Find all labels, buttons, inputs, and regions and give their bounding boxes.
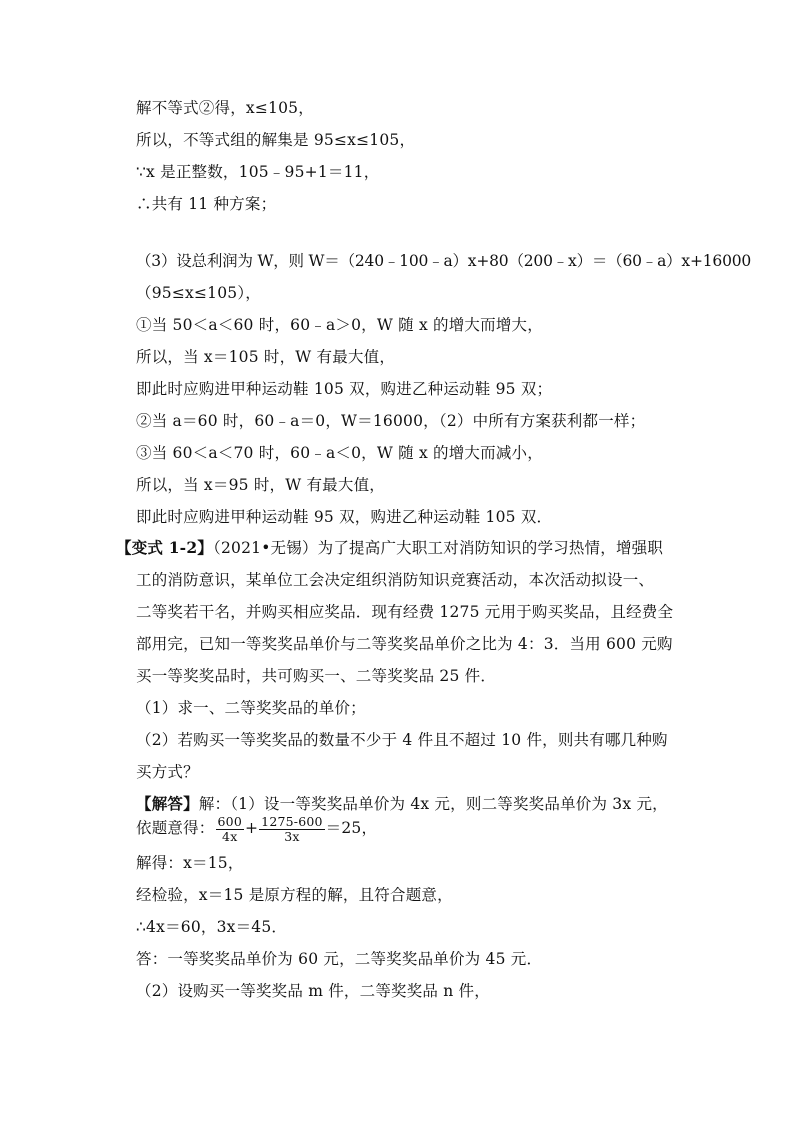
fraction-denominator: 4x <box>222 828 238 844</box>
fraction <box>216 815 244 844</box>
text-line: ①当 50＜a＜60 时，60﹣a＞0，W 随 x 的增大而增大， <box>136 316 543 334</box>
text-line: 解：（1）设一等奖奖品单价为 4x 元，则二等奖奖品单价为 3x 元， <box>198 795 668 813</box>
text-line: 部用完，已知一等奖奖品单价与二等奖奖品单价之比为 4：3．当用 600 元购 <box>136 635 673 653</box>
text-line: （95≤x≤105）， <box>136 284 261 302</box>
equation-line <box>136 813 377 844</box>
text-line: 所以，当 x＝105 时，W 有最大值， <box>136 348 396 366</box>
text-line: ∴4x＝60，3x＝45． <box>136 918 288 936</box>
text-line: 经检验，x＝15 是原方程的解，且符合题意， <box>136 886 453 904</box>
text-line: 买一等奖奖品时，共可购买一、二等奖奖品 25 件． <box>136 667 497 685</box>
text-line: 即此时应购进甲种运动鞋 95 双，购进乙种运动鞋 105 双． <box>136 508 553 526</box>
text-line: 解得：x＝15， <box>136 854 244 872</box>
answer-tag: 【解答】 <box>136 794 199 813</box>
text-line: ∵x 是正整数，105﹣95+1＝11， <box>136 163 380 181</box>
question-2: （2）若购买一等奖奖品的数量不少于 4 件且不超过 10 件，则共有哪几种购 <box>136 731 668 749</box>
fraction-denominator: 3x <box>284 828 300 844</box>
text-line: 即此时应购进甲种运动鞋 105 双，购进乙种运动鞋 95 双； <box>136 380 553 398</box>
fraction-numerator: 1275-600 <box>261 813 323 829</box>
text-line: ∴共有 11 种方案； <box>136 195 277 213</box>
question-2-cont: 买方式？ <box>136 763 199 781</box>
text-line: ②当 a＝60 时，60﹣a＝0，W＝16000，（2）中所有方案获利都一样； <box>136 412 646 430</box>
answer-first-line <box>136 793 668 815</box>
text-line: ③当 60＜a＜70 时，60﹣a＜0，W 随 x 的增大而减小， <box>136 444 543 462</box>
text-line: 答：一等奖奖品单价为 60 元，二等奖奖品单价为 45 元． <box>136 950 543 968</box>
equation-prefix: 依题意得： <box>136 819 215 837</box>
plus-sign: + <box>244 819 259 837</box>
text-line: 所以，当 x＝95 时，W 有最大值， <box>136 476 385 494</box>
text-line: 二等奖若干名，并购买相应奖品．现有经费 1275 元用于购买奖品，且经费全 <box>136 603 674 621</box>
question-1: （1）求一、二等奖奖品的单价； <box>136 699 366 717</box>
text-line: （2021•无锡）为了提高广大职工对消防知识的学习热情，增强职 <box>213 539 664 557</box>
fraction <box>259 815 325 844</box>
problem-first-line <box>116 537 663 559</box>
text-line: 所以，不等式组的解集是 95≤x≤105， <box>136 131 416 149</box>
equation-suffix: ＝25， <box>325 819 378 837</box>
text-line: （3）设总利润为 W，则 W＝（240﹣100﹣a）x+80（200﹣x）＝（60﹣a）x+16000 <box>136 252 752 270</box>
text-line: 工的消防意识，某单位工会决定组织消防知识竞赛活动，本次活动拟设一、 <box>136 571 655 589</box>
text-line: （2）设购买一等奖奖品 m 件，二等奖奖品 n 件， <box>136 982 490 1000</box>
text-line: 解不等式②得，x≤105， <box>136 99 314 117</box>
fraction-numerator: 600 <box>217 813 242 829</box>
variant-tag: 【变式 1-2】 <box>116 538 213 557</box>
